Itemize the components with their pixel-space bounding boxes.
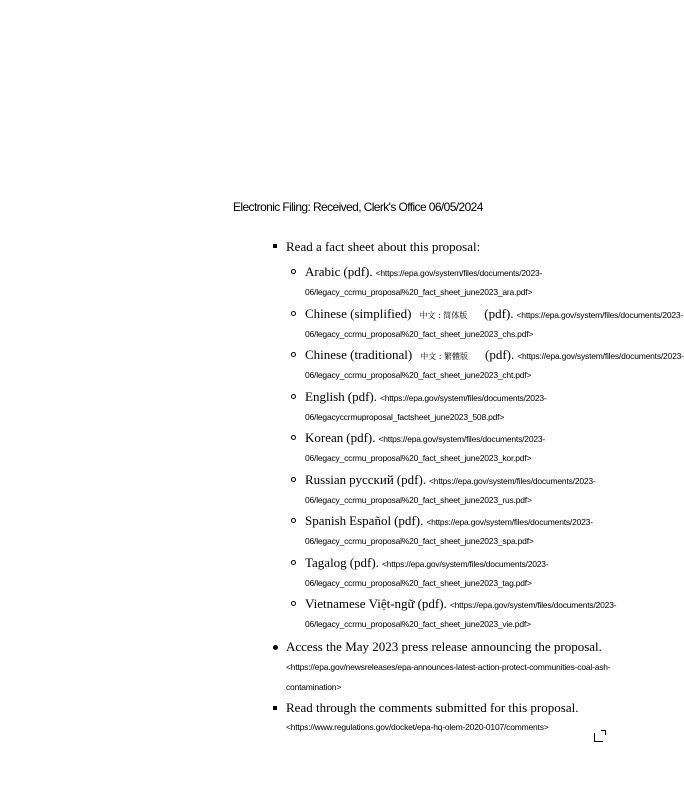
fact-sheet-native-name: русский xyxy=(349,472,394,487)
fact-sheet-native-name: Español xyxy=(349,513,392,528)
press-release-link[interactable]: <https://epa.gov/newsreleases/epa-announces-latest-action-protect-communities-coal-ash- xyxy=(286,662,611,672)
sub-list-bullet xyxy=(291,311,296,316)
fact-sheet-pdf-label: (pdf). xyxy=(484,306,514,321)
fact-sheet-link-cont[interactable]: 06/legacy_ccrmu_proposal%20_fact_sheet_june2023_kor.pdf> xyxy=(305,453,532,463)
fact-sheet-link-cont[interactable]: 06/legacyccrmuproposal_factsheet_june2023_508.pdf> xyxy=(305,412,505,422)
fact-sheet-language[interactable]: Chinese (traditional) xyxy=(305,347,413,362)
sub-list-bullet xyxy=(291,394,296,399)
fact-sheet-link-cont[interactable]: 06/legacy_ccrmu_proposal%20_fact_sheet_june2023_tag.pdf> xyxy=(305,578,532,588)
fact-sheet-link-cont[interactable]: 06/legacy_ccrmu_proposal%20_fact_sheet_june2023_rus.pdf> xyxy=(305,495,532,505)
comments-text: Read through the comments submitted for this proposal. xyxy=(286,700,579,715)
fact-sheet-language[interactable]: Russian xyxy=(305,472,347,487)
fact-sheet-link[interactable]: <https://epa.gov/system/files/documents/2023- xyxy=(449,600,617,610)
fact-sheet-pdf-label: (pdf). xyxy=(347,389,377,404)
fact-sheet-pdf-label: (pdf). xyxy=(417,596,447,611)
fact-sheet-link[interactable]: <https://epa.gov/system/files/documents/2023- xyxy=(381,559,549,569)
fact-sheet-pdf-label: (pdf). xyxy=(394,513,424,528)
sub-list-bullet xyxy=(291,269,296,274)
list-bullet xyxy=(273,645,278,650)
fact-sheet-link[interactable]: <https://epa.gov/system/files/documents/2023- xyxy=(375,268,543,278)
fact-sheet-link[interactable]: <https://epa.gov/system/files/documents/2023- xyxy=(426,517,593,527)
fact-sheet-link-cont[interactable]: 06/legacy_ccrmu_proposal%20_fact_sheet_june2023_vie.pdf> xyxy=(305,619,531,629)
fact-sheet-language[interactable]: English xyxy=(305,389,345,404)
press-release-link-cont[interactable]: contamination> xyxy=(286,682,342,692)
fact-sheet-language[interactable]: Spanish xyxy=(305,513,347,528)
fact-sheet-link-cont[interactable]: 06/legacy_ccrmu_proposal%20_fact_sheet_june2023_chs.pdf> xyxy=(305,329,534,339)
sub-list-bullet xyxy=(291,518,296,523)
page-header: Electronic Filing: Received, Clerk's Office 06/05/2024 xyxy=(233,200,483,214)
fact-sheet-item xyxy=(305,472,596,488)
fact-sheet-item xyxy=(305,430,545,446)
fact-sheet-item xyxy=(305,555,548,571)
fact-sheet-language[interactable]: Vietnamese xyxy=(305,596,366,611)
fact-sheet-pdf-label: (pdf). xyxy=(349,555,379,570)
fact-sheet-item xyxy=(305,389,547,405)
fact-sheet-link[interactable]: <https://epa.gov/system/files/documents/2023- xyxy=(378,434,546,444)
fact-sheet-item xyxy=(305,596,616,612)
list-bullet xyxy=(273,244,277,248)
list-bullet xyxy=(273,706,277,710)
fact-sheet-item xyxy=(305,306,683,322)
sub-list-bullet xyxy=(291,435,296,440)
sub-list-bullet xyxy=(291,352,296,357)
fact-sheet-language[interactable]: Chinese (simplified) xyxy=(305,306,412,321)
fact-sheet-item xyxy=(305,264,542,280)
fact-sheet-pdf-label: (pdf). xyxy=(346,430,376,445)
external-link-icon[interactable] xyxy=(594,733,603,742)
fact-sheet-native-name: 中文 : 繁體版 xyxy=(420,352,468,361)
fact-sheet-item xyxy=(305,347,684,363)
fact-sheet-link-cont[interactable]: 06/legacy_ccrmu_proposal%20_fact_sheet_june2023_spa.pdf> xyxy=(305,536,534,546)
sub-list-bullet xyxy=(291,601,296,606)
fact-sheet-link-cont[interactable]: 06/legacy_ccrmu_proposal%20_fact_sheet_june2023_ara.pdf> xyxy=(305,287,533,297)
fact-sheet-native-name: 中文 : 简体版 xyxy=(419,311,468,320)
fact-sheet-link[interactable]: <https://epa.gov/system/files/documents/2023- xyxy=(517,351,684,361)
sub-list-bullet xyxy=(291,477,296,482)
fact-sheet-pdf-label: (pdf). xyxy=(396,472,427,487)
fact-sheet-intro: Read a fact sheet about this proposal: xyxy=(286,239,481,254)
fact-sheet-language[interactable]: Arabic xyxy=(305,264,341,279)
press-release-text: Access the May 2023 press release announcing the proposal. xyxy=(286,639,602,654)
comments-link[interactable]: <https://www.regulations.gov/docket/epa-hq-olem-2020-0107/comments> xyxy=(286,722,549,732)
fact-sheet-pdf-label: (pdf). xyxy=(343,264,373,279)
fact-sheet-link[interactable]: <https://epa.gov/system/files/documents/2023- xyxy=(429,476,596,486)
fact-sheet-native-name: Việt-ngữ xyxy=(368,596,415,611)
fact-sheet-language[interactable]: Korean xyxy=(305,430,344,445)
fact-sheet-pdf-label: (pdf). xyxy=(485,347,515,362)
fact-sheet-link-cont[interactable]: 06/legacy_ccrmu_proposal%20_fact_sheet_june2023_cht.pdf> xyxy=(305,370,532,380)
fact-sheet-link[interactable]: <https://epa.gov/system/files/documents/2023- xyxy=(379,393,547,403)
fact-sheet-link[interactable]: <https://epa.gov/system/files/documents/2023- xyxy=(516,310,684,320)
fact-sheet-language[interactable]: Tagalog xyxy=(305,555,347,570)
fact-sheet-item xyxy=(305,513,593,529)
sub-list-bullet xyxy=(291,560,296,565)
